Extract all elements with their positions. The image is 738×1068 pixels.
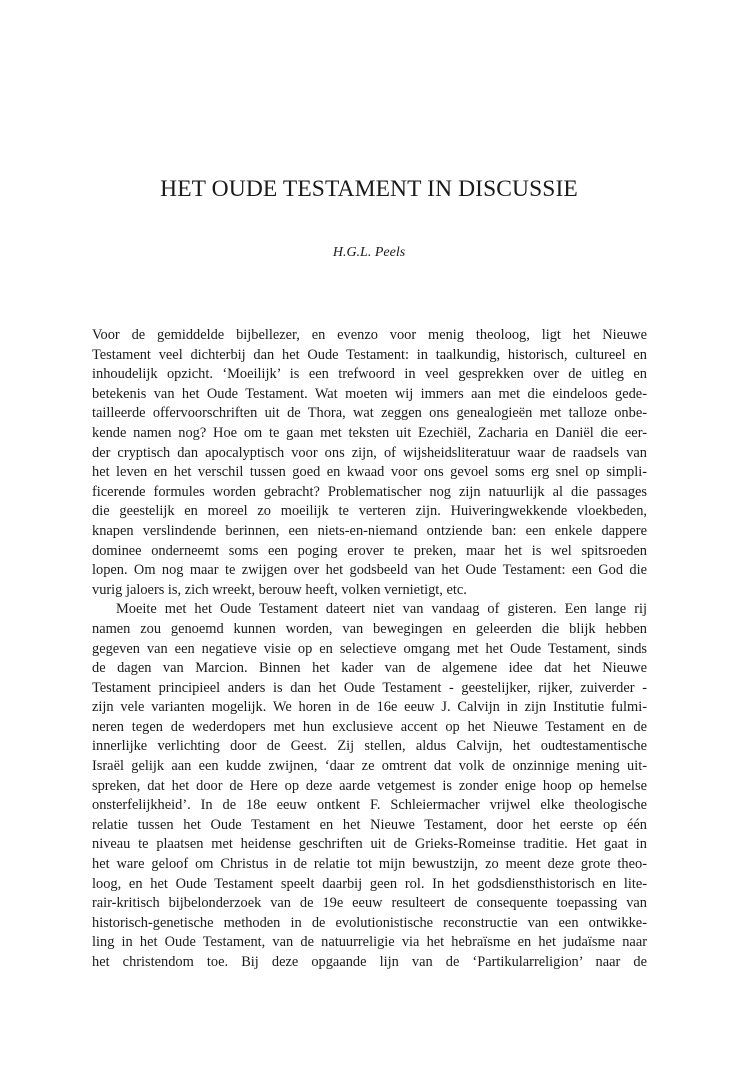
text-line: loog, en het Oude Testament speelt daarbij geen rol. In het godsdiensthistorisch en lite- [92, 875, 647, 892]
text-line: niveau te plaatsen met heidense geschriften uit de Grieks-Romeinse traditie. Het gaat in [92, 836, 647, 853]
text-line: kende namen nog? Hoe om te gaan met teksten uit Ezechiël, Zacharia en Daniël die eer- [92, 424, 647, 441]
text-line: innerlijke verlichting door de Geest. Zij stellen, aldus Calvijn, het oudtestamentische [92, 738, 647, 755]
text-line: tailleerde offervoorschriften uit de Thora, wat zeggen ons genealogieën met talloze onbe- [92, 405, 647, 422]
article-title: HET OUDE TESTAMENT IN DISCUSSIE [160, 176, 578, 202]
text-line: dominee onderneemt soms een poging erover te preken, maar het is wel spitsroeden [92, 542, 647, 559]
text-line: Moeite met het Oude Testament dateert niet van vandaag of gisteren. Een lange rij [116, 601, 647, 618]
paragraph-1 [92, 326, 647, 600]
text-line: Testament principieel anders is dan het Oude Testament - geestelijker, rijker, zuiverder - [92, 679, 647, 696]
text-line: vurig jaloers is, zich wreekt, berouw heeft, volken vernietigt, etc. [92, 581, 467, 598]
article-body [92, 326, 647, 973]
text-line: gegeven van een negatieve visie op en selectieve omgang met het Oude Testament, sinds [92, 640, 647, 657]
text-line: historisch-genetische methoden in de evolutionistische reconstructie van een ontwikke- [92, 914, 647, 931]
text-line: het ware geloof om Christus in de relatie tot mijn bewustzijn, zo meent deze grote theo- [92, 856, 647, 873]
text-line: spreken, dat het door de Here op deze aarde vetgemest is zonder enige hoop op hemelse [92, 777, 647, 794]
text-line: ling in het Oude Testament, van de natuurreligie via het hebraïsme en het judaïsme naar [92, 934, 647, 951]
text-line: de dagen van Marcion. Binnen het kader van de algemene idee dat het Nieuwe [92, 660, 647, 677]
text-line: Israël gelijk aan een kudde zwijnen, ‘daar ze omtrent dat volk de onzinnige mening uit- [92, 758, 647, 775]
text-line: ficerende formules worden gebracht? Problematischer nog zijn natuurlijk al die passages [92, 483, 647, 500]
text-line: der cryptisch dan apocalyptisch voor ons zijn, of wijsheidsliteratuur waar de raadsels van [92, 444, 647, 461]
text-line: rair-kritisch bijbelonderzoek van de 19e eeuw resulteert de consequente toepassing van [92, 895, 647, 912]
text-line: die geestelijk en moreel zo moeilijk te verteren zijn. Huiveringwekkende vloekbeden, [92, 503, 647, 520]
text-line: neren tegen de wederdopers met hun exclusieve accent op het Nieuwe Testament en de [92, 718, 647, 735]
text-line: het christendom toe. Bij deze opgaande lijn van de ‘Partikularreligion’ naar de [92, 954, 647, 970]
text-line: knapen verslindende berinnen, een niets-en-niemand ontziende ban: een enkele dappere [92, 522, 647, 539]
text-line: namen zou genoemd kunnen worden, van bewegingen en geleerden die blijk hebben [92, 620, 647, 637]
text-line: Testament veel dichterbij dan het Oude Testament: in taalkundig, historisch, cultureel en [92, 346, 647, 363]
text-line: Voor de gemiddelde bijbellezer, en evenzo voor menig theoloog, ligt het Nieuwe [92, 327, 647, 343]
text-line: inhoudelijk opzicht. ‘Moeilijk’ is een trefwoord in veel gesprekken over de uitleg en [92, 366, 647, 383]
text-line: het leven en het verschil tussen goed en kwaad voor ons gevoel soms erg snel op simpli- [92, 464, 647, 481]
text-line: onsterfelijkheid’. In de 18e eeuw ontkent F. Schleiermacher vrijwel elke theologische [92, 797, 647, 814]
paragraph-2 [92, 600, 647, 972]
text-line: lopen. Om nog maar te zwijgen over het godsbeeld van het Oude Testament: een God die [92, 562, 647, 579]
text-line: zijn vele varianten mogelijk. We horen in de 16e eeuw J. Calvijn in zijn Institutie fulmi- [92, 699, 647, 716]
text-line: relatie tussen het Oude Testament en het Nieuwe Testament, door het eerste op één [92, 816, 647, 833]
article-author: H.G.L. Peels [332, 245, 406, 260]
text-line: betekenis van het Oude Testament. Wat moeten wij immers aan met die eindeloos gede- [92, 385, 647, 402]
